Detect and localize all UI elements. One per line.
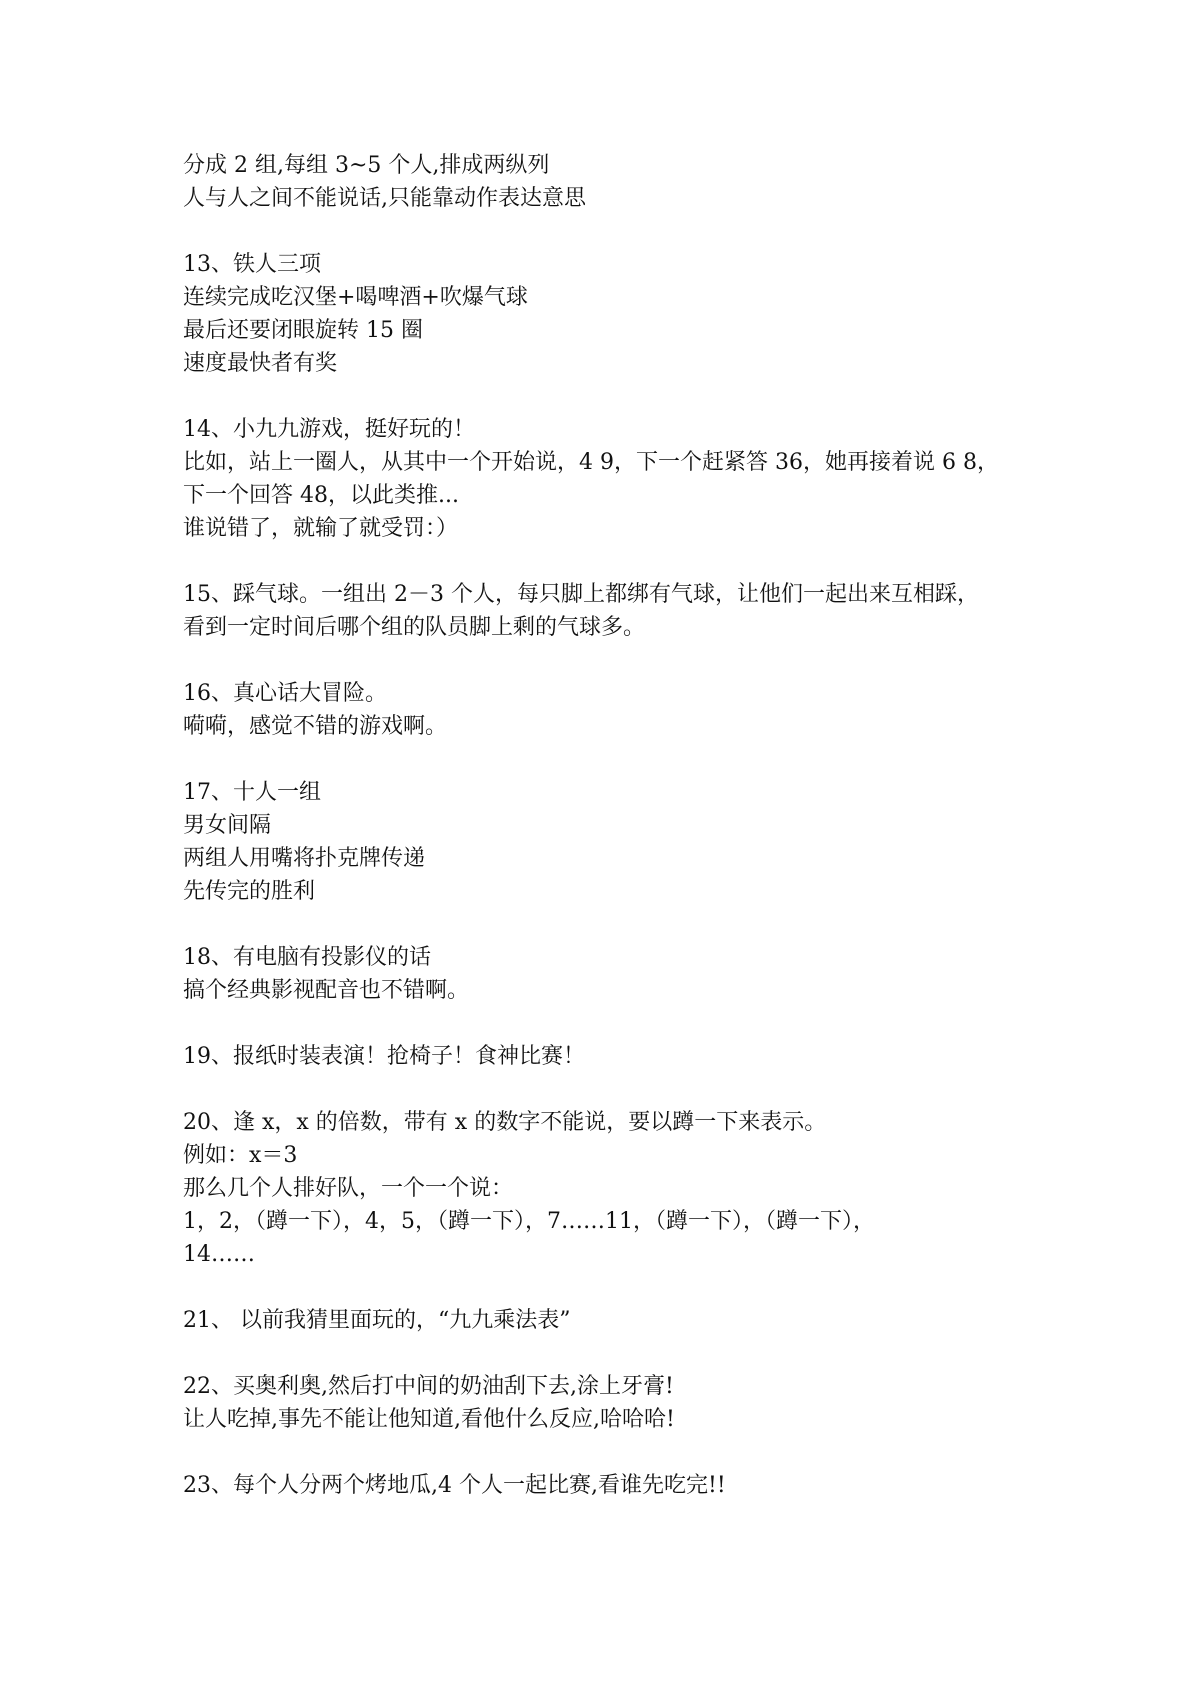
text-line: 人与人之间不能说话,只能靠动作表达意思 (183, 186, 586, 211)
text-line: 男女间隔 (183, 813, 272, 838)
text-line: 21、 以前我猜里面玩的，“九九乘法表” (183, 1308, 571, 1333)
blank-line (183, 1271, 1043, 1304)
text-line: 速度最快者有奖 (183, 351, 338, 376)
blank-line (183, 1337, 1043, 1370)
text-line: 15、踩气球。一组出 2－3 个人，每只脚上都绑有气球，让他们一起出来互相踩， (183, 582, 979, 607)
text-line: 14、小九九游戏，挺好玩的！ (183, 417, 475, 442)
text-line: 下一个回答 48，以此类推... (183, 483, 459, 508)
text-line: 让人吃掉,事先不能让他知道,看他什么反应,哈哈哈! (183, 1407, 675, 1432)
text-line: 两组人用嘴将扑克牌传递 (183, 846, 426, 871)
blank-line (183, 908, 1043, 941)
text-line: 连续完成吃汉堡+喝啤酒+吹爆气球 (183, 285, 528, 310)
text-line: 谁说错了，就输了就受罚：） (183, 516, 459, 541)
blank-line (183, 743, 1043, 776)
text-line: 14…… (183, 1242, 255, 1267)
text-line: 搞个经典影视配音也不错啊。 (183, 978, 470, 1003)
text-line: 19、报纸时装表演！抢椅子！食神比赛！ (183, 1044, 585, 1069)
text-line: 13、铁人三项 (183, 252, 321, 277)
text-line: 看到一定时间后哪个组的队员脚上剩的气球多。 (183, 615, 646, 640)
text-line: 分成 2 组,每组 3~5 个人,排成两纵列 (183, 153, 550, 178)
text-line: 22、买奥利奥,然后打中间的奶油刮下去,涂上牙膏! (183, 1374, 674, 1399)
text-line: 18、有电脑有投影仪的话 (183, 945, 431, 970)
text-line: 20、逢 x，x 的倍数，带有 x 的数字不能说，要以蹲一下来表示。 (183, 1110, 827, 1135)
blank-line (183, 1007, 1043, 1040)
text-line: 先传完的胜利 (183, 879, 316, 904)
text-line: 1，2，（蹲一下），4，5，（蹲一下），7……11，（蹲一下），（蹲一下）， (183, 1209, 875, 1234)
text-line: 比如，站上一圈人，从其中一个开始说，4 9，下一个赶紧答 36，她再接着说 6 8， (183, 450, 999, 475)
blank-line (183, 215, 1043, 248)
text-line: 16、真心话大冒险。 (183, 681, 387, 706)
blank-line (183, 644, 1043, 677)
blank-line (183, 545, 1043, 578)
text-line: 那么几个人排好队，一个一个说： (183, 1176, 514, 1201)
blank-line (183, 1436, 1043, 1469)
text-line: 例如：x＝3 (183, 1143, 298, 1168)
text-line: 23、每个人分两个烤地瓜,4 个人一起比赛,看谁先吃完!! (183, 1473, 726, 1498)
document-body (183, 149, 1043, 1502)
text-line: 嗬嗬，感觉不错的游戏啊。 (183, 714, 448, 739)
text-line: 最后还要闭眼旋转 15 圈 (183, 318, 423, 343)
blank-line (183, 380, 1043, 413)
text-line: 17、十人一组 (183, 780, 321, 805)
blank-line (183, 1073, 1043, 1106)
